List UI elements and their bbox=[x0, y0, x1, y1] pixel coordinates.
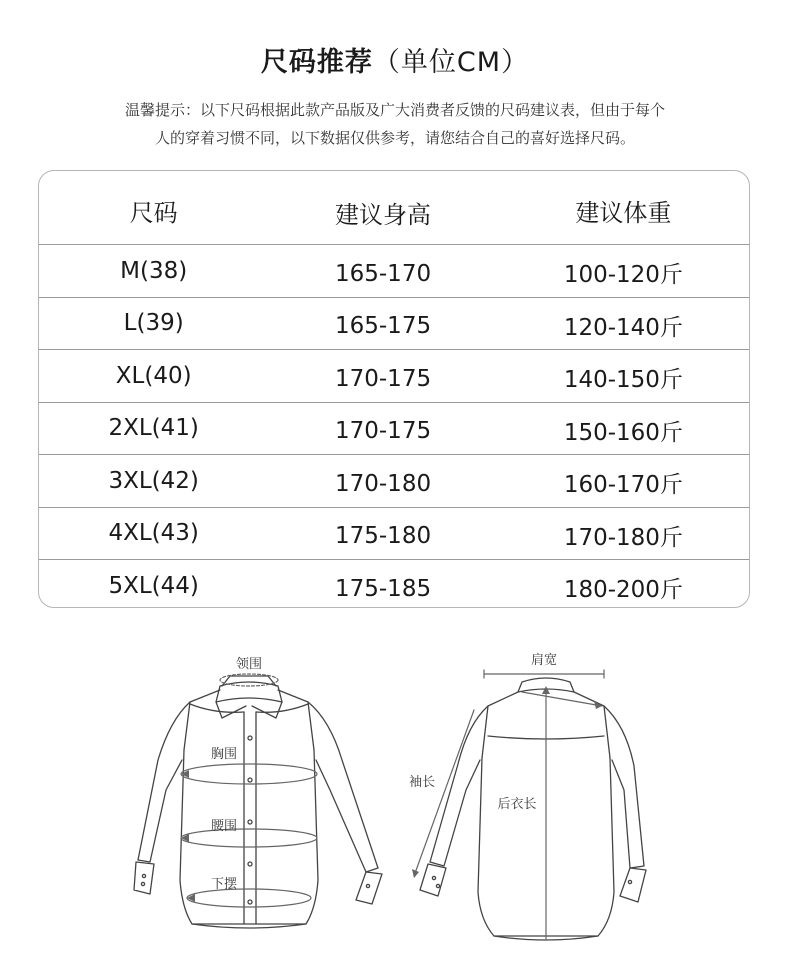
front-measure-guides bbox=[181, 674, 317, 907]
weight-cell: 180-200斤 bbox=[563, 577, 683, 604]
height-cell: 170-175 bbox=[334, 418, 432, 445]
hem-label: 下摆 bbox=[210, 877, 238, 892]
table-row bbox=[39, 244, 749, 297]
height-cell: 175-180 bbox=[334, 523, 432, 550]
header-size: 尺码 bbox=[129, 199, 178, 227]
size-cell: L(39) bbox=[123, 310, 184, 337]
page-title bbox=[0, 40, 790, 79]
height-cell: 165-170 bbox=[334, 260, 432, 287]
weight-cell: 140-150斤 bbox=[563, 367, 683, 394]
shoulder-label: 肩宽 bbox=[530, 653, 558, 668]
weight-cell: 160-170斤 bbox=[563, 472, 683, 499]
collar-label: 领围 bbox=[235, 657, 263, 672]
weight-cell: 150-160斤 bbox=[563, 419, 683, 446]
size-cell: 2XL(41) bbox=[108, 415, 199, 442]
shirt-measurement-diagram bbox=[0, 640, 790, 969]
size-cell: XL(40) bbox=[115, 362, 192, 389]
sleeve-label: 袖长 bbox=[408, 775, 436, 790]
waist-label: 腰围 bbox=[210, 819, 238, 834]
table-row bbox=[39, 402, 749, 455]
size-cell: M(38) bbox=[120, 257, 188, 284]
table-row bbox=[39, 454, 749, 507]
tip-line-2: 人的穿着习惯不同，以下数据仅供参考，请您结合自己的喜好选择尺码。 bbox=[154, 129, 635, 147]
front-shirt-illustration bbox=[134, 676, 382, 928]
tip-line-1: 温馨提示：以下尺码根据此款产品版及广大消费者反馈的尺码建议表，但由于每个 bbox=[124, 101, 665, 119]
table-header-row bbox=[39, 171, 749, 244]
size-cell: 4XL(43) bbox=[108, 520, 199, 547]
weight-cell: 100-120斤 bbox=[563, 262, 683, 289]
weight-cell: 170-180斤 bbox=[563, 524, 683, 551]
table-row bbox=[39, 297, 749, 350]
height-cell: 165-175 bbox=[334, 313, 432, 340]
size-cell: 5XL(44) bbox=[108, 572, 199, 599]
size-cell: 3XL(42) bbox=[108, 467, 199, 494]
header-weight: 建议体重 bbox=[575, 199, 672, 227]
height-cell: 175-185 bbox=[334, 575, 432, 602]
height-cell: 170-175 bbox=[334, 365, 432, 392]
table-row bbox=[39, 349, 749, 402]
back-length-label: 后衣长 bbox=[497, 797, 537, 812]
title-main: 尺码推荐 bbox=[260, 47, 373, 78]
table-row bbox=[39, 507, 749, 560]
header-height: 建议身高 bbox=[335, 201, 432, 229]
size-tip bbox=[60, 96, 730, 152]
height-cell: 170-180 bbox=[334, 470, 432, 497]
weight-cell: 120-140斤 bbox=[563, 314, 683, 341]
chest-label: 胸围 bbox=[210, 747, 238, 762]
title-unit: （单位CM） bbox=[372, 47, 530, 78]
size-table bbox=[38, 170, 750, 608]
table-row bbox=[39, 559, 749, 608]
